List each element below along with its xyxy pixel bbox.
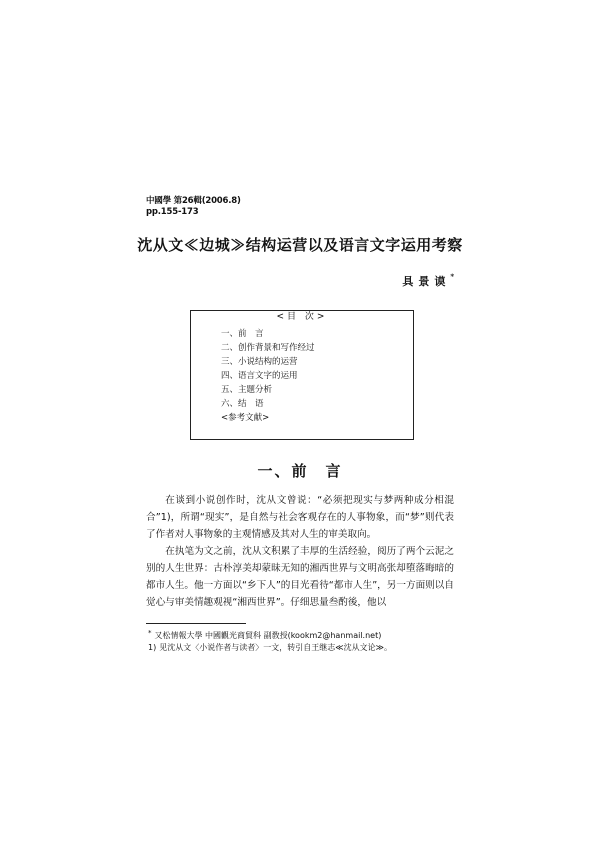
footnote-text: 又松情報大學 中國觀光商貿科 副敎授(kookm2@hanmail.net) [154, 631, 382, 640]
journal-issue: 中國學 第26輯(2006.8) [146, 196, 241, 206]
body-paragraph: 在谈到小说创作时，沈从文曾说：“必须把现实与梦两种成分相混合”1)，所谓“现实”，是自然与社会客观存在的人事物象，而“梦”则代表了作者对人事物象的主观情感及其对人生的审美取向。 [146, 495, 454, 540]
toc-item: 二、创作背景和写作经过 [221, 343, 315, 353]
table-of-contents [190, 310, 414, 440]
paper-title: 沈从文≪边城≫结构运营以及语言文字运用考察 [137, 236, 463, 254]
toc-item: 一、前 言 [221, 329, 264, 339]
toc-item: <参考文献> [221, 413, 270, 423]
toc-item: 五、主题分析 [221, 385, 273, 395]
footnote-divider [146, 623, 246, 624]
toc-item: 六、结 语 [221, 399, 264, 409]
footnote-text: 见沈从文〈小说作者与读者〉一文，转引自王继志≪沈从文论≫。 [159, 643, 392, 652]
journal-pages: pp.155-173 [146, 207, 199, 217]
author-footnote-mark: * [450, 272, 454, 281]
section-heading: 一、前 言 [257, 462, 343, 480]
body-text [146, 492, 454, 611]
footnote-number: 1) [148, 643, 157, 652]
journal-info [146, 196, 241, 218]
footnote [148, 627, 458, 642]
footnote-mark: * [148, 629, 152, 637]
body-paragraph: 在执笔为文之前，沈从文积累了丰厚的生活经验，阅历了两个云泥之别的人生世界：古朴淳美却蒙昧无知的湘西世界与文明高张却堕落晦暗的都市人生。他一方面以“乡下人”的目光看待“都市人生”，另一方面则以自觉心与审美情趣观视“湘西世界”。仔细思量叁酌後，他以 [146, 546, 454, 608]
toc-list [221, 327, 315, 425]
toc-item: 三、小说结构的运营 [221, 357, 298, 367]
toc-heading: <目 次> [276, 312, 328, 322]
footnote [148, 642, 458, 654]
author-name: 具景谟 [402, 275, 451, 288]
author [402, 272, 454, 289]
toc-item: 四、语言文字的运用 [221, 371, 298, 381]
footnotes [148, 627, 458, 654]
